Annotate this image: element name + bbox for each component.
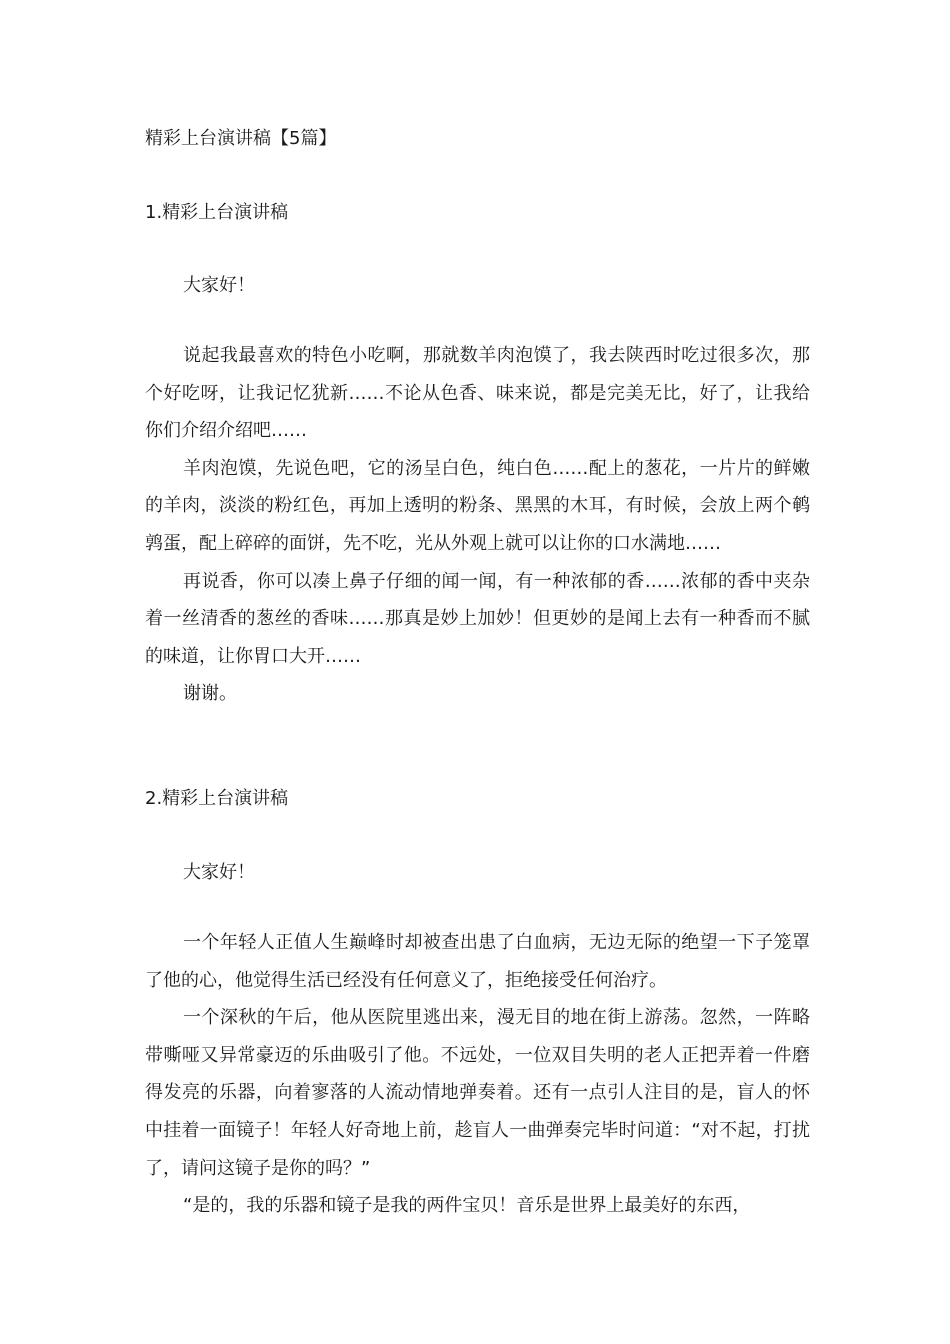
section-2-body <box>145 924 810 1225</box>
paragraph: 羊肉泡馍，先说色吧，它的汤呈白色，纯白色……配上的葱花，一片片的鲜嫩的羊肉，淡淡的粉红色，再加上透明的粉条、黑黑的木耳，有时候，会放上两个鹌鹑蛋，配上碎碎的面饼，先不吃，光从外观上就可以让你的口水满地…… <box>145 457 810 554</box>
paragraph: “是的，我的乐器和镜子是我的两件宝贝！音乐是世界上最美好的东西， <box>183 1195 751 1217</box>
section-1-heading: 1.精彩上台演讲稿 <box>145 202 289 223</box>
document-title: 精彩上台演讲稿【5篇】 <box>145 128 337 149</box>
section-1-greeting: 大家好！ <box>183 275 255 296</box>
paragraph: 说起我最喜欢的特色小吃啊，那就数羊肉泡馍了，我去陕西时吃过很多次，那个好吃呀，让我记忆犹新……不论从色香、味来说，都是完美无比，好了，让我给你们介绍介绍吧…… <box>145 345 810 442</box>
paragraph: 一个深秋的午后，他从医院里逃出来，漫无目的地在街上游荡。忽然，一阵略带嘶哑又异常豪迈的乐曲吸引了他。不远处，一位双目失明的老人正把弄着一件磨得发亮的乐器，向着寥落的人流动情地弹奏着。还有一点引人注目的是，盲人的怀中挂着一面镜子！年轻人好奇地上前，趁盲人一曲弹奏完毕时问道：“对不起，打扰了，请问这镜子是你的吗？” <box>145 1007 810 1179</box>
paragraph: 再说香，你可以凑上鼻子仔细的闻一闻，有一种浓郁的香……浓郁的香中夹杂着一丝清香的葱丝的香味……那真是妙上加妙！但更妙的是闻上去有一种香而不腻的味道，让你胃口大开…… <box>145 570 810 667</box>
section-2-greeting: 大家好！ <box>183 862 255 883</box>
paragraph: 一个年轻人正值人生巅峰时却被查出患了白血病，无边无际的绝望一下子笼罩了他的心，他觉得生活已经没有任何意义了，拒绝接受任何治疗。 <box>145 932 810 991</box>
section-1-body <box>145 337 810 713</box>
section-2-heading: 2.精彩上台演讲稿 <box>145 788 289 809</box>
paragraph: 谢谢。 <box>183 683 237 705</box>
